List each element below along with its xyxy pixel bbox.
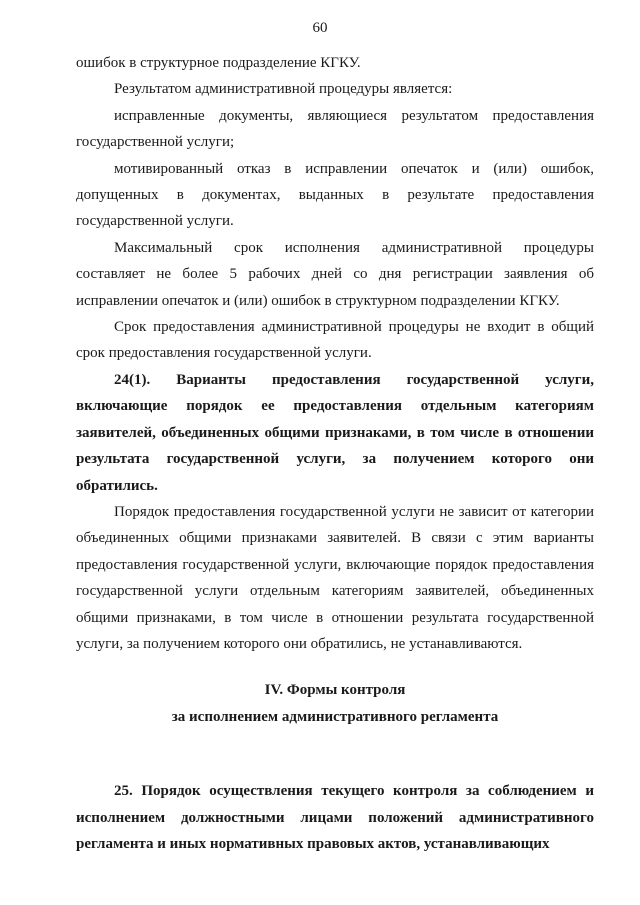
document-body <box>76 50 594 857</box>
clause-25-heading: 25. Порядок осуществления текущего контроля за соблюдением и исполнением должностными лицами положений административного регламента и иных нормативных правовых актов, устанавливающих <box>76 783 594 852</box>
paragraph-motivated-refusal: мотивированный отказ в исправлении опечаток и (или) ошибок, допущенных в документах, выданных в результате предоставления государственной услуги. <box>76 160 594 230</box>
section-heading-line-1: IV. Формы контроля <box>264 682 406 699</box>
paragraph-variants: Порядок предоставления государственной услуги не зависит от категории объединенных общими признаками заявителей. В связи с этим варианты предоставления государственной услуги, включающие порядок предоставления государственной услуги отдельным категориям заявителей, объединенных общими признаками, в том числе в отношении результата государственной услуги, за получением которого они обратились, не устанавливаются. <box>76 503 594 652</box>
paragraph-corrected-documents: исправленные документы, являющиеся результатом предоставления государственной услуги; <box>76 107 594 151</box>
paragraph-result-intro: Результатом административной процедуры является: <box>114 81 453 98</box>
paragraph-term-note: Срок предоставления административной процедуры не входит в общий срок предоставления государственной услуги. <box>76 319 594 362</box>
paragraph-continuation: ошибок в структурное подразделение КГКУ. <box>76 55 361 71</box>
section-heading-line-2: за исполнением административного регламента <box>171 708 499 725</box>
paragraph-max-duration: Максимальный срок исполнения административной процедуры составляет не более 5 рабочих дней со дня регистрации заявления об исправлении опечаток и (или) ошибок в структурном подразделении КГКУ. <box>76 239 594 309</box>
clause-24-1-heading: 24(1). Варианты предоставления государственной услуги, включающие порядок ее предоставления отдельным категориям заявителей, объединенных общими признаками, в том числе в отношении результата государственной услуги, за получением которого они обратились. <box>76 371 594 494</box>
spacer <box>76 657 594 677</box>
spacer <box>76 730 594 778</box>
page-number: 60 <box>312 20 328 36</box>
